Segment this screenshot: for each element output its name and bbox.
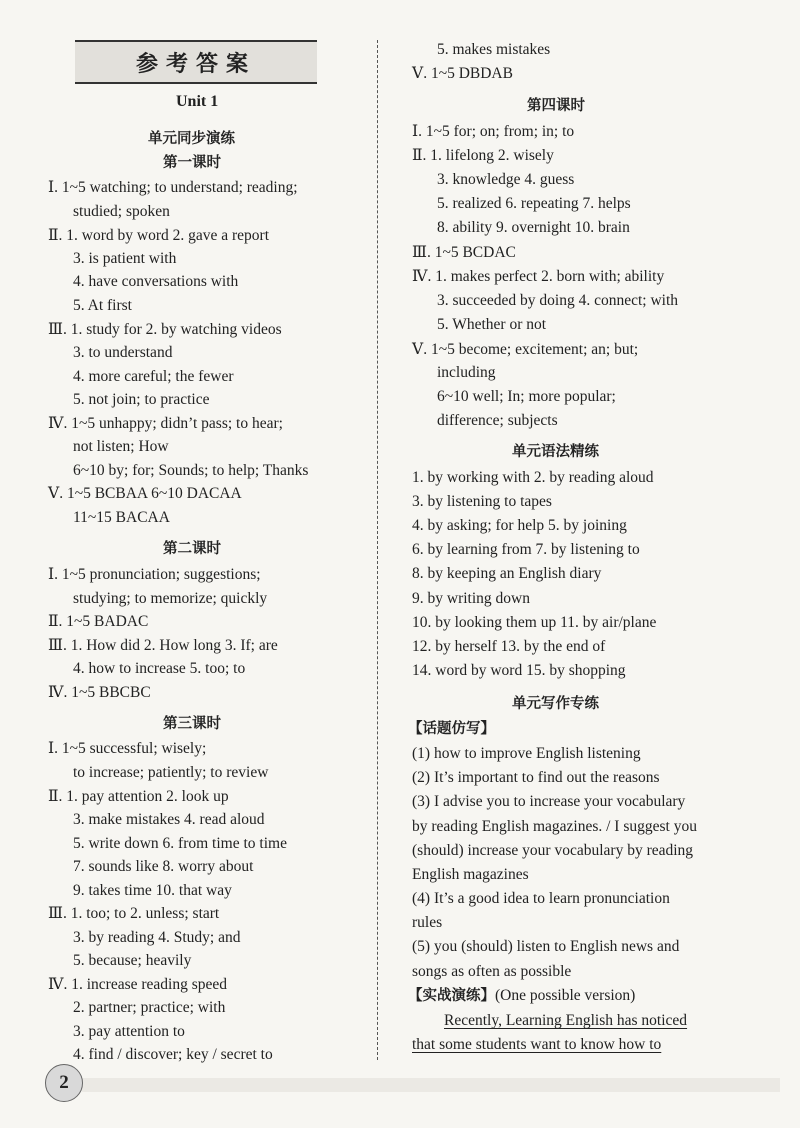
answer-line: Ⅲ. 1. How did 2. How long 3. If; are [48,637,278,654]
answer-line: 4. find / discover; key / secret to [73,1046,273,1063]
writing-line: English magazines [412,866,529,883]
answer-line: 9. takes time 10. that way [73,882,232,899]
answer-line: 5. because; heavily [73,952,192,969]
footer-strip [82,1078,780,1092]
section-heading-writing: 单元写作专练 [512,696,599,712]
answer-line: 1. by working with 2. by reading aloud [412,469,654,486]
answer-line: 4. by asking; for help 5. by joining [412,517,627,534]
answer-line: 5. write down 6. from time to time [73,835,287,852]
writing-line: by reading English magazines. / I suggest you [412,818,697,835]
unit-title: Unit 1 [176,93,219,110]
topic-imitation-label: 【话题仿写】 [408,721,495,737]
answer-line: 8. ability 9. overnight 10. brain [437,219,630,236]
lesson-heading-4: 第四课时 [527,98,585,114]
answer-line: Ⅰ. 1~5 for; on; from; in; to [412,123,575,140]
lesson-heading-1: 第一课时 [163,155,221,171]
writing-line: (4) It’s a good idea to learn pronunciation [412,890,670,907]
answer-line: 9. by writing down [412,590,530,607]
answer-line: 3. by reading 4. Study; and [73,929,241,946]
page-number: 2 [45,1064,83,1102]
practice-label: 【实战演练】 [408,988,495,1004]
answer-line: 3. make mistakes 4. read aloud [73,811,265,828]
answer-line: Ⅲ. 1. study for 2. by watching videos [48,321,282,338]
answer-line: 4. more careful; the fewer [73,368,234,385]
answer-line: Ⅲ. 1. too; to 2. unless; start [48,905,220,922]
answer-line: 7. sounds like 8. worry about [73,858,254,875]
answer-line: not listen; How [73,438,169,455]
answer-line: 4. how to increase 5. too; to [73,660,246,677]
answer-line: 3. to understand [73,344,173,361]
answer-line: 3. by listening to tapes [412,493,552,510]
answer-line: Ⅱ. 1. pay attention 2. look up [48,788,229,805]
answer-line: 10. by looking them up 11. by air/plane [412,614,657,631]
answer-line: 12. by herself 13. by the end of [412,638,606,655]
answer-line: 5. makes mistakes [437,41,551,58]
writing-line: (should) increase your vocabulary by reading [412,842,694,859]
answer-line: Ⅴ. 1~5 become; excitement; an; but; [412,341,639,358]
answer-line: Ⅰ. 1~5 pronunciation; suggestions; [48,566,261,583]
answer-line: 5. not join; to practice [73,391,210,408]
answer-line: to increase; patiently; to review [73,764,269,781]
answer-line: 3. knowledge 4. guess [437,171,575,188]
answer-line: Ⅴ. 1~5 DBDAB [412,65,513,82]
practice-row [408,986,635,1006]
page-title-banner [75,40,317,84]
answer-line: Ⅳ. 1~5 BBCBC [48,684,151,701]
answer-line: Ⅱ. 1. word by word 2. gave a report [48,227,270,244]
practice-note: (One possible version) [495,987,636,1004]
answer-line: 6~10 well; In; more popular; [437,388,616,405]
writing-line: (3) I advise you to increase your vocabulary [412,793,686,810]
answer-line: 3. succeeded by doing 4. connect; with [437,292,679,309]
page-title: 参考答案 [135,51,256,77]
writing-line: rules [412,914,443,931]
answer-line: Ⅱ. 1. lifelong 2. wisely [412,147,554,164]
answer-line: 2. partner; practice; with [73,999,226,1016]
answer-line: 11~15 BACAA [73,509,170,526]
answer-line: 6~10 by; for; Sounds; to help; Thanks [73,462,309,479]
answer-line: Ⅴ. 1~5 BCBAA 6~10 DACAA [48,485,242,502]
answer-line: 6. by learning from 7. by listening to [412,541,640,558]
answer-line: 14. word by word 15. by shopping [412,662,626,679]
essay-line: Recently, Learning English has noticed [444,1012,688,1029]
answer-line: 5. realized 6. repeating 7. helps [437,195,631,212]
writing-line: songs as often as possible [412,963,572,980]
answer-line: difference; subjects [437,412,558,429]
answer-line: studied; spoken [73,203,170,220]
answer-line: 5. Whether or not [437,316,547,333]
essay-line: that some students want to know how to [412,1036,662,1053]
answer-line: Ⅳ. 1. makes perfect 2. born with; ability [412,268,665,285]
answer-line: 5. At first [73,297,132,314]
lesson-heading-3: 第三课时 [163,716,221,732]
writing-line: (2) It’s important to find out the reasons [412,769,660,786]
answer-line: Ⅲ. 1~5 BCDAC [412,244,516,261]
answer-line: Ⅳ. 1. increase reading speed [48,976,228,993]
lesson-heading-2: 第二课时 [163,541,221,557]
answer-line: Ⅱ. 1~5 BADAC [48,613,149,630]
writing-line: (1) how to improve English listening [412,745,641,762]
column-divider [377,40,378,1060]
answer-line: Ⅰ. 1~5 successful; wisely; [48,740,207,757]
answer-line: 8. by keeping an English diary [412,565,602,582]
section-heading-sync: 单元同步演练 [148,131,235,147]
answer-line: 3. pay attention to [73,1023,185,1040]
answer-line: 4. have conversations with [73,273,239,290]
answer-line: including [437,364,496,381]
answer-line: 3. is patient with [73,250,177,267]
writing-line: (5) you (should) listen to English news and [412,938,680,955]
answer-line: studying; to memorize; quickly [73,590,268,607]
answer-line: Ⅳ. 1~5 unhappy; didn’t pass; to hear; [48,415,283,432]
section-heading-grammar: 单元语法精练 [512,444,599,460]
answer-line: Ⅰ. 1~5 watching; to understand; reading; [48,179,298,196]
